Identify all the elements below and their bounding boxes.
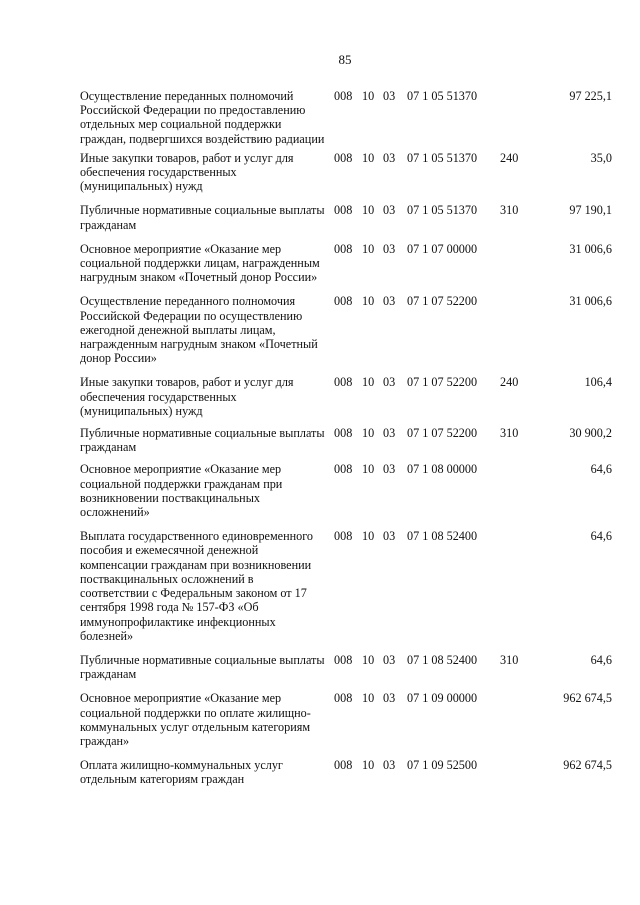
row-subsection-code: 03 bbox=[383, 150, 396, 165]
row-section-code: 10 bbox=[362, 241, 375, 256]
row-expense-type: 240 bbox=[500, 375, 519, 390]
row-amount: 962 674,5 bbox=[563, 691, 612, 706]
row-name: Публичные нормативные социальные выплаты гражданам bbox=[80, 652, 325, 682]
row-name: Осуществление переданного полномочия Российской Федерации по осуществлению ежегодной денежной выплаты лицам, награжденным нагрудным знаком «Почетный донор России» bbox=[80, 294, 318, 366]
row-section-code: 10 bbox=[362, 529, 375, 544]
table-row bbox=[80, 691, 620, 748]
row-target-code: 07 1 08 52400 bbox=[407, 652, 478, 667]
row-subsection-code: 03 bbox=[383, 241, 396, 256]
row-amount: 97 190,1 bbox=[569, 203, 612, 218]
table-row bbox=[80, 426, 620, 454]
row-name: Публичные нормативные социальные выплаты гражданам bbox=[80, 203, 325, 232]
row-amount: 31 006,6 bbox=[569, 294, 612, 309]
row-amount: 30 900,2 bbox=[569, 426, 612, 441]
row-ministry-code: 008 bbox=[334, 241, 353, 256]
row-amount: 97 225,1 bbox=[569, 89, 612, 103]
row-amount: 64,6 bbox=[590, 529, 612, 544]
row-ministry-code: 008 bbox=[334, 758, 353, 773]
table-row bbox=[80, 242, 620, 285]
row-ministry-code: 008 bbox=[334, 89, 353, 103]
table-row bbox=[80, 375, 620, 418]
row-target-code: 07 1 07 52200 bbox=[407, 426, 478, 441]
row-target-code: 07 1 05 51370 bbox=[407, 203, 478, 218]
row-ministry-code: 008 bbox=[334, 294, 353, 309]
row-amount: 64,6 bbox=[590, 652, 612, 667]
row-ministry-code: 008 bbox=[334, 462, 353, 477]
row-target-code: 07 1 07 00000 bbox=[407, 241, 478, 256]
row-ministry-code: 008 bbox=[334, 203, 353, 218]
table-row bbox=[80, 151, 620, 194]
page-number: 85 bbox=[338, 52, 352, 67]
row-name: Оплата жилищно-коммунальных услуг отдельным категориям граждан bbox=[80, 758, 283, 787]
row-expense-type: 310 bbox=[500, 203, 519, 218]
table-row bbox=[80, 529, 620, 643]
row-subsection-code: 03 bbox=[383, 89, 396, 103]
row-ministry-code: 008 bbox=[334, 150, 353, 165]
row-name: Основное мероприятие «Оказание мер социальной поддержки лицам, награжденным нагрудным знаком «Почетный донор России» bbox=[80, 241, 320, 285]
budget-table bbox=[80, 89, 620, 787]
row-name: Иные закупки товаров, работ и услуг для обеспечения государственных (муниципальных) нужд bbox=[80, 375, 294, 418]
table-row bbox=[80, 294, 620, 365]
row-name: Основное мероприятие «Оказание мер социальной поддержки гражданам при возникновении поствакцинальных осложнений» bbox=[80, 462, 283, 520]
row-section-code: 10 bbox=[362, 426, 375, 441]
row-section-code: 10 bbox=[362, 652, 375, 667]
row-amount: 31 006,6 bbox=[569, 241, 612, 256]
table-row bbox=[80, 758, 620, 786]
row-section-code: 10 bbox=[362, 691, 375, 706]
row-target-code: 07 1 07 52200 bbox=[407, 294, 478, 309]
row-ministry-code: 008 bbox=[334, 426, 353, 441]
row-target-code: 07 1 08 52400 bbox=[407, 529, 478, 544]
row-subsection-code: 03 bbox=[383, 652, 396, 667]
row-section-code: 10 bbox=[362, 203, 375, 218]
row-subsection-code: 03 bbox=[383, 691, 396, 706]
row-expense-type: 310 bbox=[500, 426, 519, 441]
row-subsection-code: 03 bbox=[383, 758, 396, 773]
row-amount: 35,0 bbox=[590, 150, 612, 165]
row-section-code: 10 bbox=[362, 758, 375, 773]
row-section-code: 10 bbox=[362, 375, 375, 390]
row-subsection-code: 03 bbox=[383, 529, 396, 544]
row-amount: 962 674,5 bbox=[563, 758, 612, 773]
row-target-code: 07 1 05 51370 bbox=[407, 150, 478, 165]
row-subsection-code: 03 bbox=[383, 462, 396, 477]
row-section-code: 10 bbox=[362, 294, 375, 309]
row-section-code: 10 bbox=[362, 150, 375, 165]
row-ministry-code: 008 bbox=[334, 375, 353, 390]
row-section-code: 10 bbox=[362, 89, 375, 103]
row-section-code: 10 bbox=[362, 462, 375, 477]
row-subsection-code: 03 bbox=[383, 203, 396, 218]
table-row bbox=[80, 653, 620, 681]
row-ministry-code: 008 bbox=[334, 529, 353, 544]
row-subsection-code: 03 bbox=[383, 294, 396, 309]
row-target-code: 07 1 08 00000 bbox=[407, 462, 478, 477]
row-expense-type: 310 bbox=[500, 652, 519, 667]
row-target-code: 07 1 07 52200 bbox=[407, 375, 478, 390]
row-name: Основное мероприятие «Оказание мер социальной поддержки по оплате жилищно-коммунальных услуг отдельным категориям граждан» bbox=[80, 691, 311, 748]
row-amount: 64,6 bbox=[590, 462, 612, 477]
row-expense-type: 240 bbox=[500, 150, 519, 165]
table-row bbox=[80, 203, 620, 231]
row-target-code: 07 1 05 51370 bbox=[407, 89, 478, 103]
row-ministry-code: 008 bbox=[334, 652, 353, 667]
table-row bbox=[80, 462, 620, 519]
row-name: Иные закупки товаров, работ и услуг для обеспечения государственных (муниципальных) нужд bbox=[80, 150, 294, 194]
row-target-code: 07 1 09 52500 bbox=[407, 758, 478, 773]
table-row bbox=[80, 89, 620, 146]
row-name: Осуществление переданных полномочий Российской Федерации по предоставлению отдельных мер социальной поддержки граждан, подвергшихся воздействию радиации bbox=[80, 89, 325, 146]
row-amount: 106,4 bbox=[584, 375, 612, 390]
row-subsection-code: 03 bbox=[383, 426, 396, 441]
row-name: Публичные нормативные социальные выплаты гражданам bbox=[80, 426, 325, 455]
row-target-code: 07 1 09 00000 bbox=[407, 691, 478, 706]
row-ministry-code: 008 bbox=[334, 691, 353, 706]
row-subsection-code: 03 bbox=[383, 375, 396, 390]
row-name: Выплата государственного единовременного пособия и ежемесячной денежной компенсации гражданам при возникновении поствакцинальных осложнений в соответствии с Федеральным законом от 17 сентября 1998 года № 157-ФЗ «Об иммунопрофилактике инфекционных болезней» bbox=[80, 529, 314, 643]
